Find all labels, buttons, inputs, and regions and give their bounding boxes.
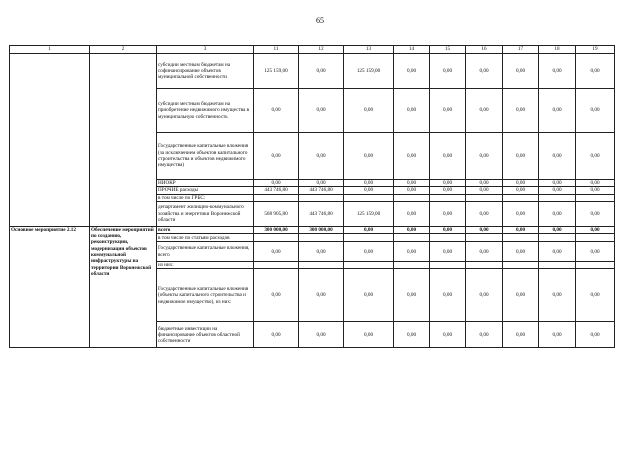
row-description: из них: [157, 262, 254, 269]
value-cell: 0,00 [430, 54, 466, 89]
value-cell: 0,00 [344, 269, 394, 322]
value-cell: 0,00 [430, 269, 466, 322]
value-cell: 0,00 [394, 89, 430, 133]
value-cell [503, 234, 539, 242]
value-cell: 0,00 [503, 269, 539, 322]
value-cell: 0,00 [466, 187, 503, 194]
value-cell [539, 234, 576, 242]
value-cell [466, 234, 503, 242]
value-cell: 0,00 [254, 89, 299, 133]
header-cell: 13 [344, 46, 394, 54]
value-cell [254, 262, 299, 269]
value-cell: 0,00 [394, 180, 430, 187]
value-cell: 0,00 [344, 187, 394, 194]
table-row [10, 54, 615, 89]
value-cell: 0,00 [466, 242, 503, 262]
budget-table [9, 45, 615, 348]
header-cell: 2 [90, 46, 157, 54]
value-cell: 0,00 [466, 226, 503, 233]
header-cell: 14 [394, 46, 430, 54]
value-cell: 0,00 [394, 242, 430, 262]
header-cell: 16 [466, 46, 503, 54]
row-description: в том числе по статьям расходов [157, 234, 254, 242]
value-cell: 0,00 [344, 133, 394, 180]
value-cell: 568 905,80 [254, 201, 299, 226]
value-cell: 0,00 [430, 226, 466, 233]
table-row [10, 226, 615, 233]
value-cell [430, 262, 466, 269]
row-description: субсидии местным бюджетам на софинансирование объектов муниципальной собственности [157, 54, 254, 89]
value-cell: 0,00 [503, 322, 539, 348]
value-cell: 0,00 [299, 54, 344, 89]
value-cell: 0,00 [539, 54, 576, 89]
value-cell: 0,00 [539, 180, 576, 187]
value-cell: 0,00 [503, 133, 539, 180]
value-cell [503, 194, 539, 201]
row-description: субсидии местным бюджетам на приобретение недвижимого имущества в муниципальную собственность [157, 89, 254, 133]
header-cell: 3 [157, 46, 254, 54]
value-cell: 0,00 [539, 226, 576, 233]
value-cell: 443 746,80 [299, 201, 344, 226]
value-cell: 0,00 [430, 180, 466, 187]
value-cell [344, 194, 394, 201]
value-cell: 0,00 [344, 226, 394, 233]
value-cell: 0,00 [299, 242, 344, 262]
value-cell: 0,00 [466, 322, 503, 348]
value-cell: 0,00 [466, 89, 503, 133]
value-cell: 0,00 [503, 201, 539, 226]
value-cell: 0,00 [394, 269, 430, 322]
value-cell: 125 159,00 [344, 54, 394, 89]
header-cell: 12 [299, 46, 344, 54]
value-cell [466, 194, 503, 201]
value-cell: 0,00 [576, 201, 615, 226]
value-cell: 0,00 [503, 180, 539, 187]
value-cell: 0,00 [299, 133, 344, 180]
value-cell: 0,00 [394, 201, 430, 226]
value-cell [576, 262, 615, 269]
value-cell: 0,00 [394, 322, 430, 348]
value-cell: 0,00 [430, 187, 466, 194]
value-cell: 0,00 [344, 322, 394, 348]
value-cell: 0,00 [299, 322, 344, 348]
value-cell [430, 234, 466, 242]
value-cell: 0,00 [394, 226, 430, 233]
value-cell: 0,00 [430, 242, 466, 262]
value-cell [503, 262, 539, 269]
value-cell: 0,00 [466, 133, 503, 180]
value-cell [394, 194, 430, 201]
value-cell: 0,00 [254, 269, 299, 322]
value-cell: 0,00 [344, 89, 394, 133]
value-cell: 300 000,00 [299, 226, 344, 233]
value-cell: 0,00 [576, 322, 615, 348]
value-cell: 0,00 [254, 242, 299, 262]
empty-cell-col1 [10, 54, 90, 227]
row-description: бюджетные инвестиции на финансирование объектов областной собственности [157, 322, 254, 348]
row-description: в том числе по ГРБС: [157, 194, 254, 201]
value-cell: 0,00 [344, 180, 394, 187]
value-cell: 125 159,00 [344, 201, 394, 226]
value-cell: 0,00 [394, 187, 430, 194]
value-cell: 0,00 [299, 180, 344, 187]
header-cell: 19 [576, 46, 615, 54]
row-description: Государственные капитальные вложения, всего [157, 242, 254, 262]
row-description: Государственные капитальные вложения (объекты капитального строительства и недвижимое имущество), из них: [157, 269, 254, 322]
value-cell: 0,00 [539, 89, 576, 133]
value-cell: 0,00 [539, 133, 576, 180]
value-cell [394, 262, 430, 269]
page-number: 65 [316, 16, 324, 25]
value-cell [299, 234, 344, 242]
value-cell: 0,00 [466, 269, 503, 322]
value-cell: 0,00 [503, 226, 539, 233]
row-description: ПРОЧИЕ расходы [157, 187, 254, 194]
value-cell [539, 194, 576, 201]
value-cell: 0,00 [503, 242, 539, 262]
value-cell: 0,00 [503, 54, 539, 89]
value-cell: 0,00 [430, 201, 466, 226]
section-name: Основное мероприятие 2.12 [10, 226, 90, 348]
header-cell: 18 [539, 46, 576, 54]
value-cell: 300 000,00 [254, 226, 299, 233]
value-cell: 0,00 [539, 269, 576, 322]
value-cell [430, 194, 466, 201]
value-cell [576, 234, 615, 242]
value-cell: 0,00 [394, 133, 430, 180]
value-cell: 0,00 [344, 242, 394, 262]
value-cell [394, 234, 430, 242]
value-cell: 443 746,80 [254, 187, 299, 194]
value-cell: 0,00 [539, 322, 576, 348]
header-cell: 17 [503, 46, 539, 54]
row-description: всего [157, 226, 254, 233]
value-cell: 0,00 [299, 269, 344, 322]
value-cell: 0,00 [576, 226, 615, 233]
value-cell: 0,00 [576, 89, 615, 133]
value-cell: 0,00 [254, 133, 299, 180]
value-cell [299, 262, 344, 269]
value-cell: 0,00 [430, 133, 466, 180]
value-cell [344, 262, 394, 269]
value-cell: 0,00 [576, 187, 615, 194]
row-description: Государственные капитальные вложения (за исключением объектов капитального строительства и объектов недвижимого имущества) [157, 133, 254, 180]
value-cell [254, 194, 299, 201]
value-cell: 0,00 [539, 187, 576, 194]
value-cell: 0,00 [576, 242, 615, 262]
value-cell: 0,00 [503, 89, 539, 133]
value-cell: 0,00 [254, 180, 299, 187]
row-description: департамент жилищно-коммунального хозяйства и энергетики Воронежской области [157, 201, 254, 226]
value-cell [254, 234, 299, 242]
header-row [10, 46, 615, 54]
value-cell: 0,00 [503, 187, 539, 194]
value-cell: 443 746,80 [299, 187, 344, 194]
value-cell: 0,00 [466, 180, 503, 187]
empty-cell-col2 [90, 54, 157, 227]
value-cell: 0,00 [576, 133, 615, 180]
value-cell: 0,00 [466, 201, 503, 226]
value-cell: 0,00 [539, 201, 576, 226]
value-cell: 0,00 [430, 322, 466, 348]
header-cell: 15 [430, 46, 466, 54]
header-cell: 11 [254, 46, 299, 54]
row-description: НИОКР [157, 180, 254, 187]
header-cell: 1 [10, 46, 90, 54]
value-cell: 0,00 [394, 54, 430, 89]
value-cell: 0,00 [576, 54, 615, 89]
value-cell: 0,00 [576, 180, 615, 187]
value-cell: 0,00 [576, 269, 615, 322]
value-cell [576, 194, 615, 201]
value-cell [539, 262, 576, 269]
section-title: Обеспечение мероприятий по созданию, реконструкции, модернизации объектов коммунальной инфраструктуры на территории Воронежской области [90, 226, 157, 348]
value-cell: 0,00 [466, 54, 503, 89]
value-cell: 0,00 [299, 89, 344, 133]
value-cell: 0,00 [430, 89, 466, 133]
value-cell [466, 262, 503, 269]
value-cell [299, 194, 344, 201]
value-cell [344, 234, 394, 242]
value-cell: 125 159,00 [254, 54, 299, 89]
value-cell: 0,00 [254, 322, 299, 348]
value-cell: 0,00 [539, 242, 576, 262]
